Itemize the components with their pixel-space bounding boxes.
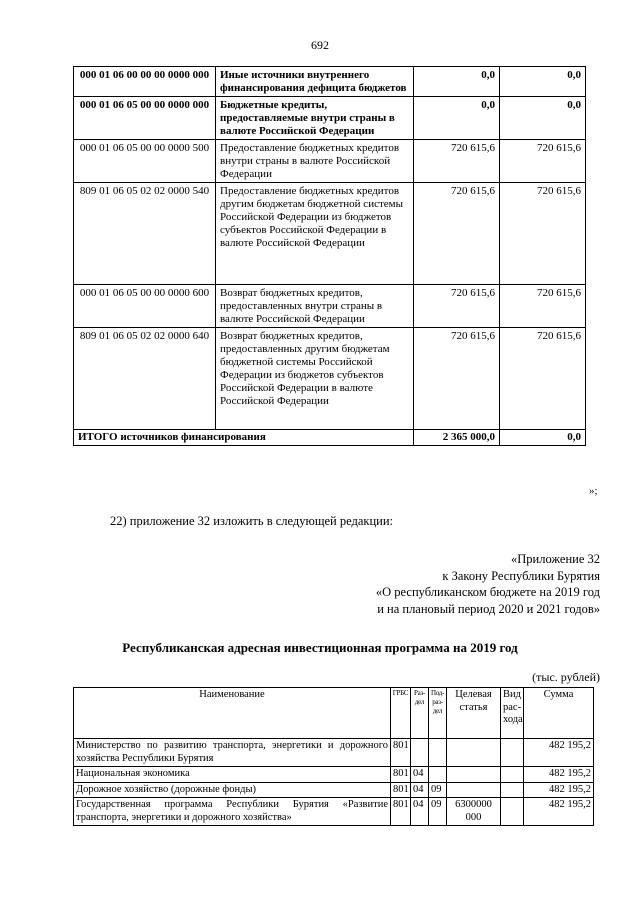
header-grbs: ГРБС: [391, 688, 411, 739]
amendment-item-text: 22) приложение 32 изложить в следующей редакции:: [110, 514, 393, 528]
amount-2019: 0,0: [414, 67, 500, 97]
program-title: Республиканская адресная инвестиционная программа на 2019 год: [122, 640, 518, 655]
table-row: [74, 328, 586, 430]
sum-value: 482 195,2: [524, 739, 594, 767]
source-name: Возврат бюджетных кредитов, предоставленных другим бюджетам бюджетной системы Российской Федерации из бюджетов субъектов Российской Федерации в валюте Российской Федерации: [216, 328, 414, 430]
grbs-code: 801: [391, 782, 411, 798]
amount-2020: 720 615,6: [500, 183, 586, 285]
target-article: [447, 739, 501, 767]
expense-type: [501, 767, 524, 783]
total-row: [74, 430, 586, 446]
grbs-code: 801: [391, 798, 411, 826]
financing-sources-table: [73, 66, 586, 446]
appendix-line: «О республиканском бюджете на 2019 год: [375, 585, 600, 599]
sum-value: 482 195,2: [524, 798, 594, 826]
total-2020: 0,0: [500, 430, 586, 446]
amount-2019: 720 615,6: [414, 285, 500, 328]
budget-code: 809 01 06 05 02 02 0000 540: [74, 183, 216, 285]
amount-2019: 720 615,6: [414, 328, 500, 430]
total-2019: 2 365 000,0: [414, 430, 500, 446]
table-row: [74, 782, 594, 798]
table-row: [74, 140, 586, 183]
razdel-code: 04: [411, 798, 429, 826]
table-row: [74, 767, 594, 783]
header-podrazdel: Под-раз-дел: [429, 688, 447, 739]
budget-code: 000 01 06 00 00 00 0000 000: [74, 67, 216, 97]
appendix-line: к Закону Республики Бурятия: [442, 568, 600, 583]
table-row: [74, 739, 594, 767]
investment-program-table: [73, 687, 594, 826]
sum-value: 482 195,2: [524, 767, 594, 783]
source-name: Бюджетные кредиты, предоставляемые внутри страны в валюте Российской Федерации: [216, 97, 414, 140]
razdel-code: 04: [411, 767, 429, 783]
page-number: 692: [311, 38, 329, 52]
sum-value: 482 195,2: [524, 782, 594, 798]
header-razdel: Раз-дел: [411, 688, 429, 739]
budget-code: 000 01 06 05 00 00 0000 000: [74, 97, 216, 140]
budget-code: 000 01 06 05 00 00 0000 500: [74, 140, 216, 183]
table-row: [74, 285, 586, 328]
podrazdel-code: [429, 767, 447, 783]
table-row: [74, 798, 594, 826]
item-name: Национальная экономика: [74, 767, 391, 783]
budget-code: 809 01 06 05 02 02 0000 640: [74, 328, 216, 430]
header-sum: Сумма: [524, 688, 594, 739]
amount-2019: 720 615,6: [414, 183, 500, 285]
amount-2020: 0,0: [500, 67, 586, 97]
budget-code: 000 01 06 05 00 00 0000 600: [74, 285, 216, 328]
grbs-code: 801: [391, 739, 411, 767]
amount-2020: 720 615,6: [500, 140, 586, 183]
header-row: [74, 688, 594, 739]
source-name: Иные источники внутреннего финансирования дефицита бюджетов: [216, 67, 414, 97]
amount-2019: 0,0: [414, 97, 500, 140]
header-target-article: Целевая статья: [447, 688, 501, 739]
expense-type: [501, 798, 524, 826]
target-article: [447, 782, 501, 798]
podrazdel-code: 09: [429, 782, 447, 798]
amount-2020: 0,0: [500, 97, 586, 140]
expense-type: [501, 739, 524, 767]
source-name: Предоставление бюджетных кредитов другим бюджетам бюджетной системы Российской Федерации из бюджетов субъектов Российской Федерации в валюте Российской Федерации: [216, 183, 414, 285]
appendix-line: и на плановый период 2020 и 2021 годов»: [377, 601, 600, 616]
source-name: Возврат бюджетных кредитов, предоставленных внутри страны в валюте Российской Федерации: [216, 285, 414, 328]
header-expense-type: Вид рас-хода: [501, 688, 524, 739]
grbs-code: 801: [391, 767, 411, 783]
razdel-code: [411, 739, 429, 767]
amount-2020: 720 615,6: [500, 285, 586, 328]
podrazdel-code: 09: [429, 798, 447, 826]
amount-2020: 720 615,6: [500, 328, 586, 430]
total-label: ИТОГО источников финансирования: [74, 430, 414, 446]
table-row: [74, 67, 586, 97]
target-article: [447, 767, 501, 783]
podrazdel-code: [429, 739, 447, 767]
closing-quote-mark: »;: [589, 485, 598, 497]
expense-type: [501, 782, 524, 798]
razdel-code: 04: [411, 782, 429, 798]
header-name: Наименование: [74, 688, 391, 739]
units-label: (тыс. рублей): [532, 670, 600, 684]
table-row: [74, 97, 586, 140]
amount-2019: 720 615,6: [414, 140, 500, 183]
item-name: Министерство по развитию транспорта, энергетики и дорожного хозяйства Республики Бурятия: [74, 739, 391, 767]
item-name: Дорожное хозяйство (дорожные фонды): [74, 782, 391, 798]
item-name: Государственная программа Республики Бурятия «Развитие транспорта, энергетики и дорожного хозяйства»: [74, 798, 391, 826]
appendix-line: «Приложение 32: [511, 552, 600, 566]
source-name: Предоставление бюджетных кредитов внутри страны в валюте Российской Федерации: [216, 140, 414, 183]
appendix-heading: [376, 551, 600, 617]
table-row: [74, 183, 586, 285]
target-article: 6300000 000: [447, 798, 501, 826]
